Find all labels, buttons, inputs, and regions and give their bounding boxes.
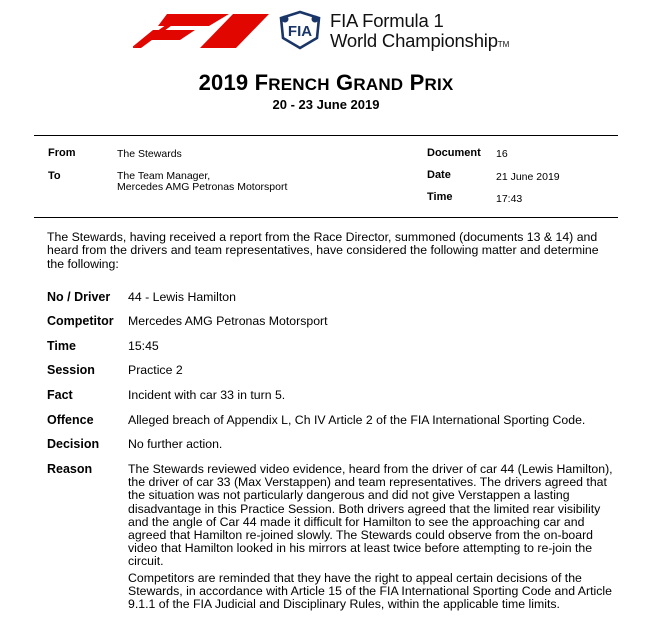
event-dates: 20 - 23 June 2019 (272, 97, 380, 112)
brand-text (330, 11, 509, 55)
incident-time-label: Time (47, 339, 76, 353)
brand-line-2 (330, 31, 509, 55)
from-label: From (48, 147, 76, 159)
fact-value: Incident with car 33 in turn 5. (128, 388, 286, 402)
divider-top (34, 135, 618, 136)
from-value: The Stewards (117, 148, 182, 160)
f1-logo (133, 14, 269, 48)
date-label: Date (427, 169, 451, 181)
decision-value: No further action. (128, 437, 223, 451)
offence-label: Offence (47, 413, 94, 427)
fia-logo (273, 10, 327, 50)
title-event: FRENCH GRAND PRIX (254, 70, 454, 95)
date-value: 21 June 2019 (496, 171, 560, 183)
title-year: 2019 (198, 70, 249, 95)
intro-paragraph: The Stewards, having received a report from the Race Director, summoned (documents 13 & 14) and heard from the drivers and team representatives, have considered the following matter and determine the following: (47, 230, 599, 271)
brand-line-1: FIA Formula 1 (330, 10, 444, 31)
fact-label: Fact (47, 388, 73, 402)
driver-label: No / Driver (47, 290, 111, 304)
document-title (0, 70, 652, 96)
incident-time-value: 15:45 (128, 339, 159, 353)
reason-paragraph-1: The Stewards reviewed video evidence, heard from the driver of car 44 (Lewis Hamilton), the driver of car 33 (Max Verstappen) and team representatives. The drivers agreed that the situation was not particularly dangerous and did not give Verstappen a lasting disadvantage in this Practice Session. Both drivers agreed that the limited rear visibility and the angle of Car 44 made it difficult for Hamilton to see the approaching car and agreed that Hamilton re-joined slowly. The Stewards could observe from the on-board video that Hamilton looked in his mirrors at least twice before attempting to re-join the circuit. (128, 462, 613, 569)
to-label: To (48, 170, 61, 182)
competitor-label: Competitor (47, 314, 114, 328)
time-value: 17:43 (496, 193, 523, 205)
document-number: 16 (496, 148, 508, 160)
session-label: Session (47, 363, 95, 377)
driver-value: 44 - Lewis Hamilton (128, 290, 236, 304)
document-label: Document (427, 147, 481, 159)
to-value (117, 171, 287, 193)
to-value-line-2: Mercedes AMG Petronas Motorsport (117, 181, 288, 193)
brand-line-2-text: World Championship (330, 30, 498, 51)
to-value-line-1: The Team Manager, (117, 170, 211, 182)
reason-paragraph-2: Competitors are reminded that they have the right to appeal certain decisions of the Stewards, in accordance with Article 15 of the FIA International Sporting Code and Article 9.1.1 of the FIA Judicial and Disciplinary Rules, within the applicable time limits. (128, 570, 612, 612)
time-label: Time (427, 191, 453, 203)
reason-value (128, 463, 621, 614)
trademark-mark: TM (497, 40, 510, 49)
fia-logo-text: FIA (287, 23, 313, 40)
document-header (0, 0, 652, 62)
session-value: Practice 2 (128, 363, 183, 377)
decision-label: Decision (47, 437, 100, 451)
offence-value: Alleged breach of Appendix L, Ch IV Article 2 of the FIA International Sporting Code. (128, 413, 586, 427)
divider-bottom (34, 217, 618, 218)
reason-label: Reason (47, 462, 93, 476)
competitor-value: Mercedes AMG Petronas Motorsport (128, 314, 328, 328)
